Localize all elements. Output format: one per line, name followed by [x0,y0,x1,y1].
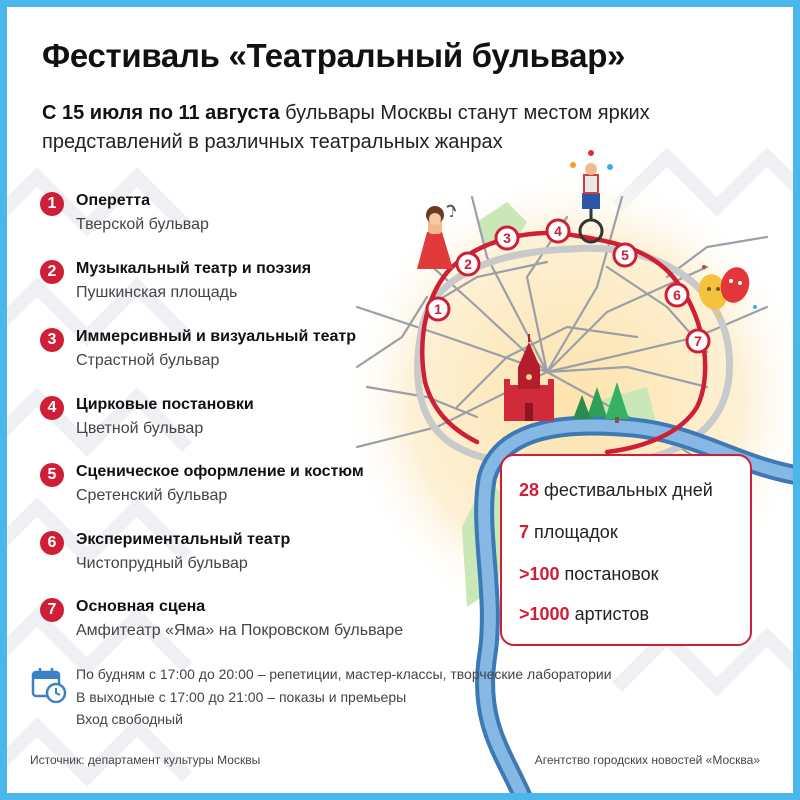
venue-place: Цветной бульвар [76,420,204,437]
stat-value: 28 [519,480,540,500]
subtitle-dates: С 15 июля по 11 августа [42,102,280,124]
map-marker-label: 6 [673,287,681,303]
stat-label: постановок [559,564,659,584]
infographic-card [7,7,793,793]
venue-title: Экспериментальный театр [76,531,291,548]
venue-number: 3 [40,328,64,352]
map-marker-7 [687,330,709,352]
svg-text:♪: ♪ [449,206,457,220]
subtitle [42,99,762,157]
map-marker-label: 1 [434,301,442,317]
map-marker-3 [496,227,518,249]
map-marker-label: 3 [503,230,511,246]
map-marker-1 [427,298,449,320]
map-marker-label: 2 [464,256,472,272]
venue-number: 2 [40,260,64,284]
map-marker-label: 5 [621,247,629,263]
stat-value: 7 [519,522,530,542]
venue-number: 5 [40,463,64,487]
footer-source: Источник: департамент культуры Москвы [30,753,261,767]
stat-artists [519,604,649,625]
calendar-clock-icon [31,667,67,703]
map-marker-label: 7 [694,333,702,349]
map-marker-label: 4 [554,223,562,239]
schedule-entry: Вход свободный [76,711,183,727]
venue-title: Цирковые постановки [76,396,254,413]
stat-label: фестивальных дней [539,480,713,500]
stat-venues [519,522,618,543]
map-marker-4 [547,220,569,242]
map-marker-5 [614,244,636,266]
venue-title: Оперетта [76,192,151,209]
venue-number: 6 [40,531,64,555]
footer-agency: Агентство городских новостей «Москва» [534,753,760,767]
stat-label: площадок [529,522,618,542]
venue-place: Пушкинская площадь [76,284,238,301]
venue-number: 4 [40,396,64,420]
stat-label: артистов [569,604,650,624]
venue-place: Чистопрудный бульвар [76,555,248,572]
stats-box [500,454,752,646]
map-marker-2 [457,253,479,275]
venue-number: 7 [40,598,64,622]
stat-value: >100 [519,564,560,584]
venue-title: Музыкальный театр и поэзия [76,260,312,277]
venue-place: Амфитеатр «Яма» на Покровском бульваре [76,622,404,639]
venue-title: Основная сцена [76,598,206,615]
venue-number: 1 [40,192,64,216]
venue-place: Тверской бульвар [76,216,209,233]
page-title: Фестиваль «Театральный бульвар» [42,37,626,74]
venue-place: Страстной бульвар [76,352,220,369]
venue-title: Иммерсивный и визуальный театр [76,328,356,345]
map-marker-6 [666,284,688,306]
schedule-weekends: В выходные с 17:00 до 21:00 – показы и премьеры [76,689,407,705]
stat-value: >1000 [519,604,570,624]
subtitle-text: бульвары Москвы станут местом ярких представлений в различных театральных жанрах [42,102,650,153]
stat-days [519,480,713,501]
venue-title: Сценическое оформление и костюм [76,463,364,480]
venue-place: Сретенский бульвар [76,487,228,504]
schedule-weekdays: По будням с 17:00 до 20:00 – репетиции, мастер-классы, творческие лаборатории [76,666,612,682]
stat-shows [519,564,659,585]
